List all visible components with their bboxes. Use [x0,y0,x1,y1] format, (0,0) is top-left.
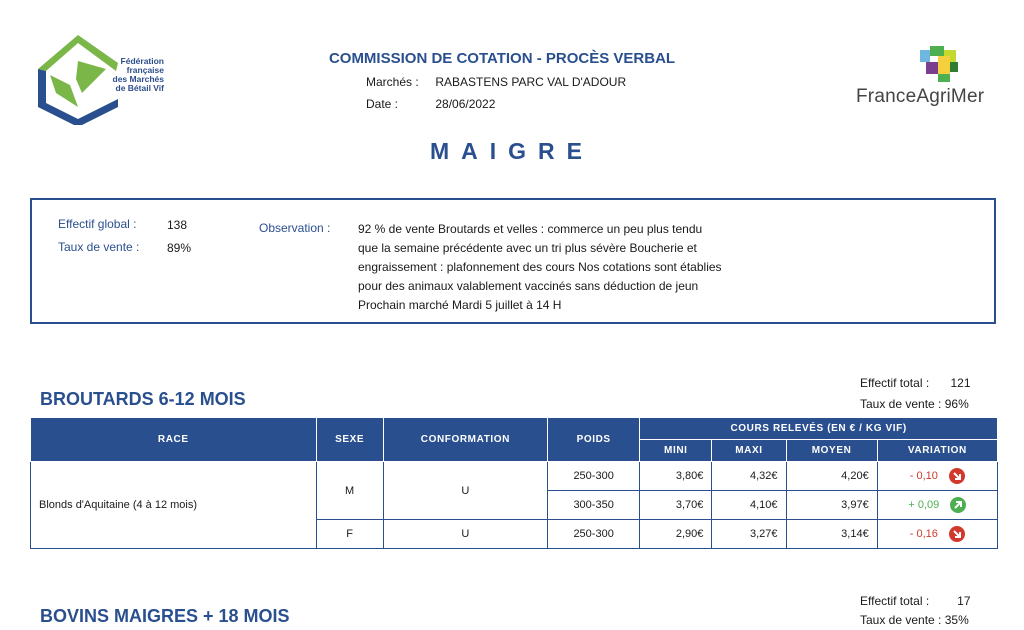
observation-line: 92 % de vente Broutards et velles : commerce un peu plus tendu [358,222,703,236]
observation-line: Prochain marché Mardi 5 juillet à 14 H [358,298,562,312]
arrow-down-icon [949,468,965,484]
date-line [366,97,495,111]
observation-line: pour des animaux valablement vaccinés sans déduction de jeun [358,279,699,293]
effectif-global-value: 138 [167,218,188,232]
arrow-up-icon [950,497,966,513]
header-poids: POIDS [548,418,640,462]
page-title: MAIGRE [430,138,594,164]
variation-value: - 0,10 [909,469,938,482]
franceagrimer-logo [846,46,1006,112]
date-label: Date : [366,97,399,111]
poids-cell: 250-300 [548,462,640,491]
effectif-total-label: Effectif total : [860,594,930,608]
header-moyen: MOYEN [786,440,877,462]
moyen-cell: 4,20€ [786,462,877,491]
cotation-table [30,417,998,549]
taux-vente-value: 35% [944,613,969,627]
header-maxi: MAXI [712,440,786,462]
variation-cell [877,462,997,491]
variation-cell [877,491,997,520]
conformation-cell: U [383,520,547,549]
header-race: RACE [31,418,317,462]
arrow-down-icon [949,526,965,542]
section-broutards-effectif [860,376,971,390]
header-cours: COURS RELEVÉS (EN € / KG VIF) [640,418,998,440]
section-bovins-taux [860,613,969,627]
section-broutards-title: BROUTARDS 6-12 MOIS [40,389,246,409]
moyen-cell: 3,97€ [786,491,877,520]
ffmbv-logo-text: Fédération française des Marchés de Bétail Vif [112,56,164,93]
markets-line [366,75,626,89]
race-cell: Blonds d'Aquitaine (4 à 12 mois) [31,462,317,549]
taux-vente-label: Taux de vente : [860,613,942,627]
effectif-global-label: Effectif global : [58,217,137,231]
variation-cell [877,520,997,549]
sexe-cell: M [316,462,383,520]
observation-line: engraissement : plafonnement des cours Nos cotations sont établies [358,260,722,274]
observation-text [358,220,788,315]
taux-vente-label: Taux de vente : [58,240,140,254]
taux-vente-label: Taux de vente : [860,397,942,411]
observation-label: Observation : [259,221,331,235]
header-conformation: CONFORMATION [383,418,547,462]
poids-cell: 300-350 [548,491,640,520]
date-value: 28/06/2022 [435,97,496,111]
header-mini: MINI [640,440,712,462]
conformation-cell: U [383,462,547,520]
section-broutards-taux [860,397,969,411]
taux-vente-value: 89% [167,241,192,255]
table-row [31,462,998,491]
poids-cell: 250-300 [548,520,640,549]
franceagrimer-logo-mark [920,46,964,84]
mini-cell: 3,80€ [640,462,712,491]
variation-value: + 0,09 [908,498,940,511]
observation-line: que la semaine précédente avec un tri plus sévère Boucherie et [358,241,697,255]
maxi-cell: 4,32€ [712,462,786,491]
mini-cell: 3,70€ [640,491,712,520]
markets-label: Marchés : [366,75,419,89]
mini-cell: 2,90€ [640,520,712,549]
header-sexe: SEXE [316,418,383,462]
maxi-cell: 4,10€ [712,491,786,520]
section-bovins-title: BOVINS MAIGRES + 18 MOIS [40,606,290,626]
effectif-total-value: 17 [957,594,971,608]
markets-value: RABASTENS PARC VAL D'ADOUR [435,75,627,89]
section-bovins-effectif [860,594,971,608]
header-variation: VARIATION [877,440,997,462]
ffmbv-logo [36,33,166,125]
sexe-cell: F [316,520,383,549]
taux-vente-value: 96% [944,397,969,411]
effectif-total-value: 121 [950,376,971,390]
moyen-cell: 3,14€ [786,520,877,549]
document-title: COMMISSION DE COTATION - PROCÈS VERBAL [328,50,676,67]
maxi-cell: 3,27€ [712,520,786,549]
franceagrimer-text: FranceAgriMer [856,86,985,107]
effectif-total-label: Effectif total : [860,376,930,390]
variation-value: - 0,16 [909,527,938,540]
